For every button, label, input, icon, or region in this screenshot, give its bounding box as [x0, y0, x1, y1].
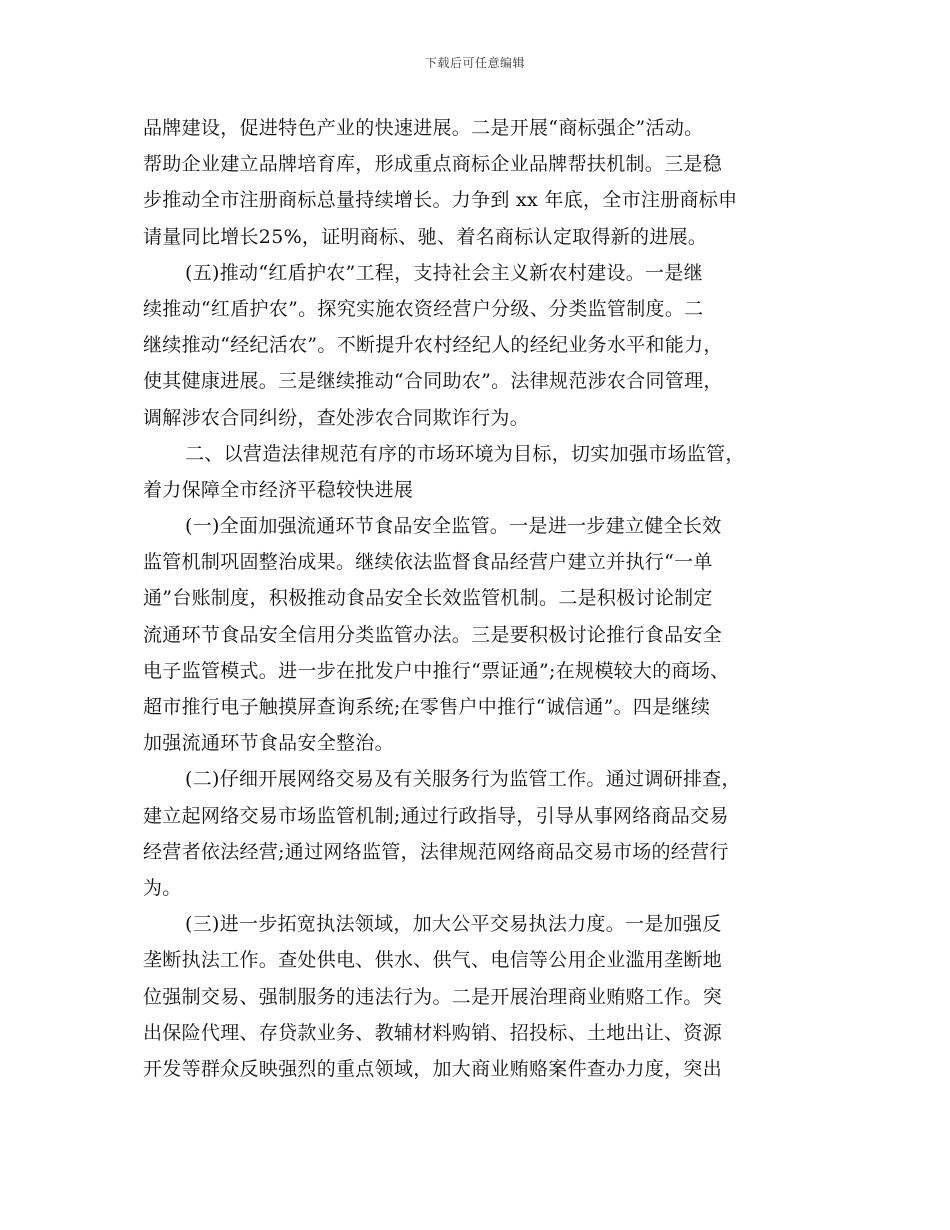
text-line: 位强制交易、强制服务的违法行为。二是开展治理商业贿赂工作。突 — [143, 985, 723, 1008]
paragraph-start-line: (三)进一步拓宽执法领域，加大公平交易执法力度。一是加强反 — [185, 913, 722, 936]
paragraph-start-line: (五)推动“红盾护农”工程，支持社会主义新农村建设。一是继 — [185, 261, 703, 284]
paragraph-start-line: (一)全面加强流通环节食品安全监管。一是进一步建立健全长效 — [185, 515, 722, 538]
text-line: 出保险代理、存贷款业务、教辅材料购销、招投标、土地出让、资源 — [143, 1021, 723, 1044]
text-line: 品牌建设，促进特色产业的快速进展。二是开展“商标强企”活动。 — [143, 117, 704, 139]
text-line: 经营者依法经营;通过网络监管，法律规范网络商品交易市场的经营行 — [143, 840, 729, 863]
text-line: 电子监管模式。进一步在批发户中推行“票证通”;在规模较大的商场、 — [143, 659, 730, 682]
document-body — [143, 110, 813, 1087]
text-line: 超市推行电子触摸屏查询系统;在零售户中推行“诚信通”。四是继续 — [143, 696, 711, 718]
text-line: 调解涉农合同纠纷，查处涉农合同欺诈行为。 — [143, 406, 530, 429]
text-line: 为。 — [143, 876, 182, 899]
text-line: 建立起网络交易市场监管机制;通过行政指导，引导从事网络商品交易 — [143, 804, 729, 827]
text-line: 垄断执法工作。查处供电、供水、供气、电信等公用企业滥用垄断地 — [143, 949, 723, 972]
page-header: 下载后可任意编辑 — [424, 56, 525, 70]
paragraph-start-line: (二)仔细开展网络交易及有关服务行为监管工作。通过调研排查， — [185, 768, 741, 791]
text-line: 加强流通环节食品安全整治。 — [143, 732, 394, 755]
section-heading-line: 二、以营造法律规范有序的市场环境为目标，切实加强市场监管， — [185, 442, 745, 465]
text-line: 通”台账制度，积极推动食品安全长效监管机制。二是积极讨论制定 — [143, 587, 713, 610]
text-line: 请量同比增长25%，证明商标、驰、着名商标认定取得新的进展。 — [143, 225, 708, 248]
text-line: 监管机制巩固整治成果。继续依法监督食品经营户建立并执行“一单 — [143, 551, 713, 574]
text-line: 帮助企业建立品牌培育库，形成重点商标企业品牌帮扶机制。三是稳 — [143, 153, 723, 176]
text-line: 使其健康进展。三是继续推动“合同助农”。法律规范涉农合同管理， — [143, 370, 723, 393]
text-line: 开发等群众反映强烈的重点领域，加大商业贿赂案件查办力度，突出 — [143, 1057, 723, 1080]
text-line: 继续推动“经纪活农”。不断提升农村经纪人的经纪业务水平和能力， — [143, 334, 723, 357]
text-line: 续推动“红盾护农”。探究实施农资经营户分级、分类监管制度。二 — [143, 297, 704, 320]
section-heading-line: 着力保障全市经济平稳较快进展 — [143, 478, 414, 501]
text-line: 步推动全市注册商标总量持续增长。力争到 xx 年底，全市注册商标申 — [143, 189, 738, 212]
text-line: 流通环节食品安全信用分类监管办法。三是要积极讨论推行食品安全 — [143, 623, 723, 646]
